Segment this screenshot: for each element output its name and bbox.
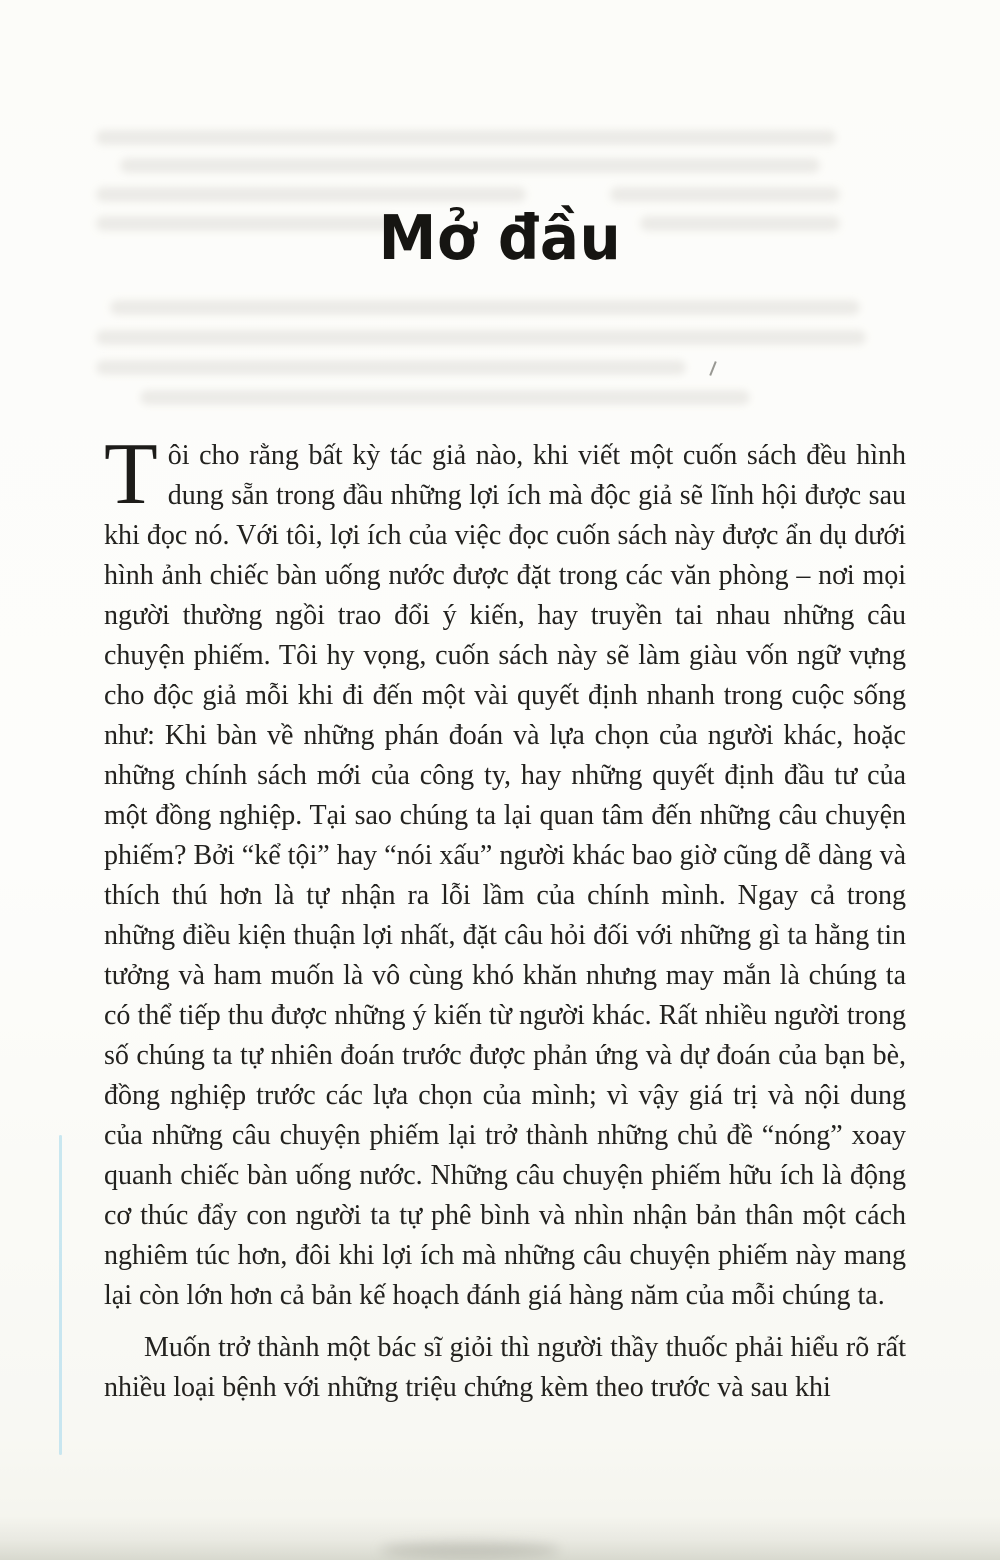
body-text: [104, 426, 906, 1408]
bleed-row: [120, 158, 820, 173]
bleed-row: [96, 330, 866, 345]
dropcap-letter: T: [104, 426, 158, 523]
bleed-row: [96, 130, 836, 145]
scan-bottom-shadow: [0, 1516, 1000, 1560]
bleed-row: [110, 300, 860, 315]
bleed-row: [96, 187, 526, 202]
chapter-title: Mở đầu: [378, 201, 622, 275]
paragraph-2: Muốn trở thành một bác sĩ giỏi thì người thầy thuốc phải hiểu rõ rất nhiều loại bệnh với những triệu chứng kèm theo trước và sau khi: [104, 1332, 906, 1403]
scan-speck-artifact: [709, 361, 716, 376]
bleed-row: [610, 187, 840, 202]
bleed-row: [140, 390, 750, 405]
paragraph-1-text: ôi cho rằng bất kỳ tác giả nào, khi viết một cuốn sách đều hình dung sẵn trong đầu những lợi ích mà độc giả sẽ lĩnh hội được sau khi đọc nó. Với tôi, lợi ích của việc đọc cuốn sách này được ẩn dụ dưới hình ảnh chiếc bàn uống nước được đặt trong các văn phòng – nơi mọi người thường ngồi trao đổi ý kiến, hay truyền tai nhau những câu chuyện phiếm. Tôi hy vọng, cuốn sách này sẽ làm giàu vốn ngữ vựng cho độc giả mỗi khi đi đến một vài quyết định nhanh trong cuộc sống như: Khi bàn về những phán đoán và lựa chọn của người khác, hoặc những chính sách mới của công ty, hay những quyết định đầu tư của một đồng nghiệp. Tại sao chúng ta lại quan tâm đến những câu chuyện phiếm? Bởi “kể tội” hay “nói xấu” người khác bao giờ cũng dễ dàng và thích thú hơn là tự nhận ra lỗi lầm của chính mình. Ngay cả trong những điều kiện thuận lợi nhất, đặt câu hỏi đối với những gì ta hằng tin tưởng và ham muốn là vô cùng khó khăn nhưng may mắn là chúng ta có thể tiếp thu được những ý kiến từ người khác. Rất nhiều người trong số chúng ta tự nhiên đoán trước được phản ứng và dự đoán của bạn bè, đồng nghiệp trước các lựa chọn của mình; vì vậy giá trị và nội dung của những câu chuyện phiếm lại trở thành những chủ đề “nóng” xoay quanh chiếc bàn uống nước. Những câu chuyện phiếm hữu ích là động cơ thúc đẩy con người ta tự phê bình và nhìn nhận bản thân một cách nghiêm túc hơn, đôi khi lợi ích mà những câu chuyện phiếm này mang lại còn lớn hơn cả bản kế hoạch đánh giá hàng năm của mỗi chúng ta.: [104, 440, 906, 1311]
paragraph-1: [104, 426, 906, 1316]
scan-edge-line: [59, 1135, 62, 1455]
bleed-row: [96, 360, 686, 375]
